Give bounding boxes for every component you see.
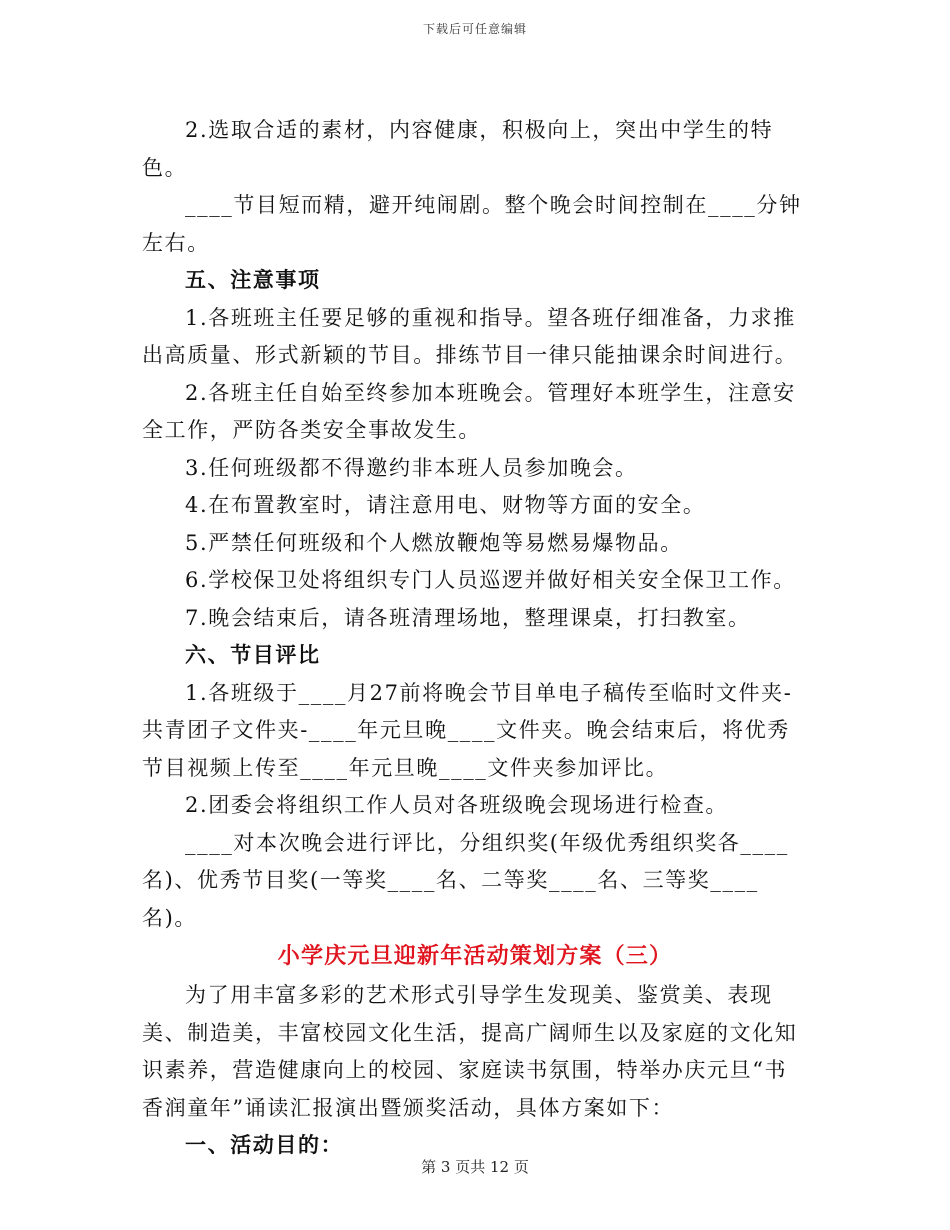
list-item: 5.严禁任何班级和个人燃放鞭炮等易燃易爆物品。 — [185, 530, 683, 555]
list-item: 6.学校保卫处将组织专门人员巡逻并做好相关安全保卫工作。 — [185, 568, 796, 592]
section-heading-6: 六、节目评比 — [185, 643, 321, 667]
list-item: 2.团委会将组织工作人员对各班级晚会现场进行检查。 — [185, 793, 729, 817]
paragraph: ____节目短而精，避开纯闹剧。整个晚会时间控制在____分钟左右。 — [142, 193, 802, 255]
page-header: 下载后可任意编辑 — [422, 22, 527, 36]
document-body — [142, 112, 808, 1165]
section-heading-5: 五、注意事项 — [185, 268, 321, 292]
page-footer: 第 3 页共 12 页 — [421, 1158, 529, 1176]
plan-title: 小学庆元旦迎新年活动策划方案（三） — [277, 944, 673, 969]
intro-paragraph: 为了用丰富多彩的艺术形式引导学生发现美、鉴赏美、表现美、制造美，丰富校园文化生活，提高广阔师生以及家庭的文化知识素养，营造健康向上的校园、家庭读书氛围，特举办庆元旦“书香润童年”诵读汇报演出暨颁奖活动，具体方案如下： — [142, 983, 798, 1120]
list-item: 2.各班主任自始至终参加本班晚会。管理好本班学生，注意安全工作，严防各类安全事故发生。 — [142, 380, 796, 442]
list-item: 3.任何班级都不得邀约非本班人员参加晚会。 — [185, 455, 638, 480]
section-heading-1: 一、活动目的： — [185, 1133, 344, 1157]
list-item: ____对本次晚会进行评比，分组织奖(年级优秀组织奖各____名)、优秀节目奖(一等奖____名、二等奖____名、三等奖____名)。 — [142, 830, 789, 930]
list-item: 1.各班级于____月27前将晚会节目单电子稿传至临时文件夹-共青团子文件夹-____年元旦晚____文件夹。晚会结束后，将优秀节目视频上传至____年元旦晚____文件夹参加评比。 — [142, 680, 793, 780]
list-item: 7.晚会结束后，请各班清理场地，整理课桌，打扫教室。 — [185, 605, 751, 630]
paragraph: 2.选取合适的素材，内容健康，积极向上，突出中学生的特色。 — [142, 118, 774, 180]
list-item: 1.各班班主任要足够的重视和指导。望各班仔细准备，力求推出高质量、形式新颖的节目。排练节目一律只能抽课余时间进行。 — [142, 305, 798, 367]
list-item: 4.在布置教室时，请注意用电、财物等方面的安全。 — [185, 493, 706, 517]
